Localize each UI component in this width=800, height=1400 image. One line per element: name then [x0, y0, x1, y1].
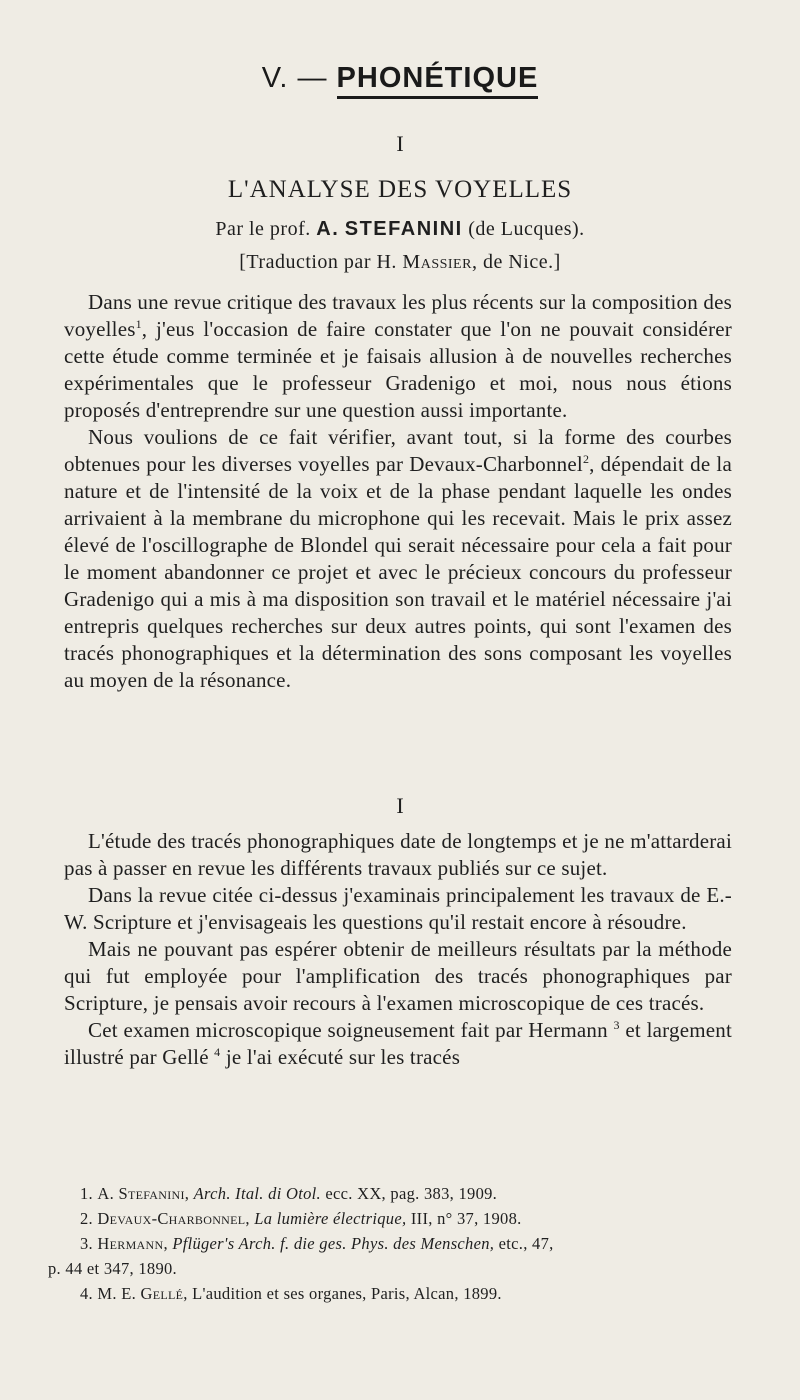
subsection-numeral: I: [396, 793, 404, 818]
paragraph-text: , dépendait de la nature et de l'intensité de la voix et de la phase pendant laquelle les ondes arrivaient à la membrane du microphone qui les recevait. Mais le prix assez élevé de l'oscillographe de Blondel qui serait nécessaire pour cela a fait pour le moment abandonner ce projet et avec le précieux concours du professeur Gradenigo qui a mis à ma disposition son travail et le matériel nécessaire j'ai entrepris quelques recherches sur deux autres points, qui sont l'examen des tracés phonographiques et la détermination des sons composant les voyelles au moyen de la résonance.: [64, 452, 732, 692]
paragraph-text: Nous voulions de ce fait vérifier, avant tout, si la forme des courbes obtenues pour les diverses voyelles par Devaux-Charbonnel: [64, 425, 732, 476]
paragraph-text: et largement illustré par Gellé: [64, 1018, 733, 1069]
footnote-author: A. Stefanini,: [97, 1184, 190, 1203]
footnote: [64, 1206, 732, 1231]
translation-close: , de Nice.]: [471, 251, 561, 273]
section-number: V. —: [261, 62, 328, 94]
footnote-title: Pflüger's Arch. f. die ges. Phys. des Menschen,: [172, 1234, 495, 1253]
part-numeral: I: [396, 131, 404, 156]
translator-name: Massier: [402, 251, 472, 273]
footnotes: [48, 1181, 732, 1306]
author-origin: (de Lucques).: [468, 218, 585, 240]
footnote-ref: 3: [613, 1018, 620, 1032]
footnote-number: 1.: [80, 1184, 93, 1203]
paragraph-text: , j'eus l'occasion de faire constater que l'on ne pouvait considérer cette étude comme terminée et je faisais allusion à de nouvelles recherches expérimentales que le professeur Gradenigo et moi, nous nous étions proposés d'entreprendre sur une question aussi importante.: [64, 317, 732, 422]
footnote-author: Devaux-Charbonnel,: [97, 1209, 250, 1228]
footnote-ref: 1: [135, 317, 142, 331]
translation-credit: [0, 251, 800, 274]
footnote-number: 3.: [80, 1234, 93, 1253]
footnote-number: 2.: [80, 1209, 93, 1228]
section-title: PHONÉTIQUE: [337, 62, 539, 99]
section-heading: [0, 62, 800, 95]
byline: [0, 218, 800, 241]
paragraph: [64, 1017, 732, 1071]
paragraph-text: Cet examen microscopique soigneusement fait par Hermann: [88, 1018, 608, 1042]
footnote-details: ecc. XX, pag. 383, 1909.: [325, 1184, 498, 1203]
byline-prefix: Par le prof.: [215, 218, 311, 240]
paragraph: Dans la revue citée ci-dessus j'examinais principalement les travaux de E.-W. Scripture et j'envisageais les questions qu'il restait encore à résoudre.: [64, 883, 732, 934]
footnote-continuation: p. 44 et 347, 1890.: [48, 1259, 177, 1278]
author-initial: A.: [316, 218, 340, 240]
footnote: [64, 1181, 732, 1206]
article-title: L'ANALYSE DES VOYELLES: [227, 176, 573, 203]
footnote-ref: 2: [582, 452, 590, 466]
footnote-author: Hermann,: [97, 1234, 168, 1253]
translation-open: [Traduction par H.: [239, 251, 397, 273]
footnote: [48, 1231, 732, 1281]
paragraph: Mais ne pouvant pas espérer obtenir de meilleurs résultats par la méthode qui fut employée pour l'amplification des tracés phonographiques par Scripture, je pensais avoir recours à l'examen microscopique de ces tracés.: [64, 937, 732, 1015]
paragraph-text: je l'ai exécuté sur les tracés: [220, 1045, 461, 1069]
intro-text: [64, 289, 732, 694]
footnote-details: etc., 47,: [498, 1234, 554, 1253]
footnote-details: L'audition et ses organes, Paris, Alcan, 1899.: [192, 1284, 502, 1303]
section-one-text: [64, 828, 732, 1071]
paragraph-text: Dans une revue critique des travaux les plus récents sur la composition des voyelles: [64, 290, 732, 341]
footnote-number: 4.: [80, 1284, 93, 1303]
footnote-title: Arch. Ital. di Otol.: [193, 1184, 321, 1203]
footnote-title: La lumière électrique,: [254, 1209, 407, 1228]
paragraph: L'étude des tracés phonographiques date de longtemps et je ne m'attarderai pas à passer en revue les différents travaux publiés sur ce sujet.: [64, 829, 732, 880]
footnote-details: III, n° 37, 1908.: [410, 1209, 522, 1228]
footnote-author: M. E. Gellé,: [97, 1284, 188, 1303]
footnote-ref: 4: [214, 1045, 221, 1059]
footnote: [64, 1281, 732, 1306]
paragraph: [64, 289, 732, 424]
paragraph: [64, 424, 732, 694]
author-name: STEFANINI: [344, 218, 463, 240]
